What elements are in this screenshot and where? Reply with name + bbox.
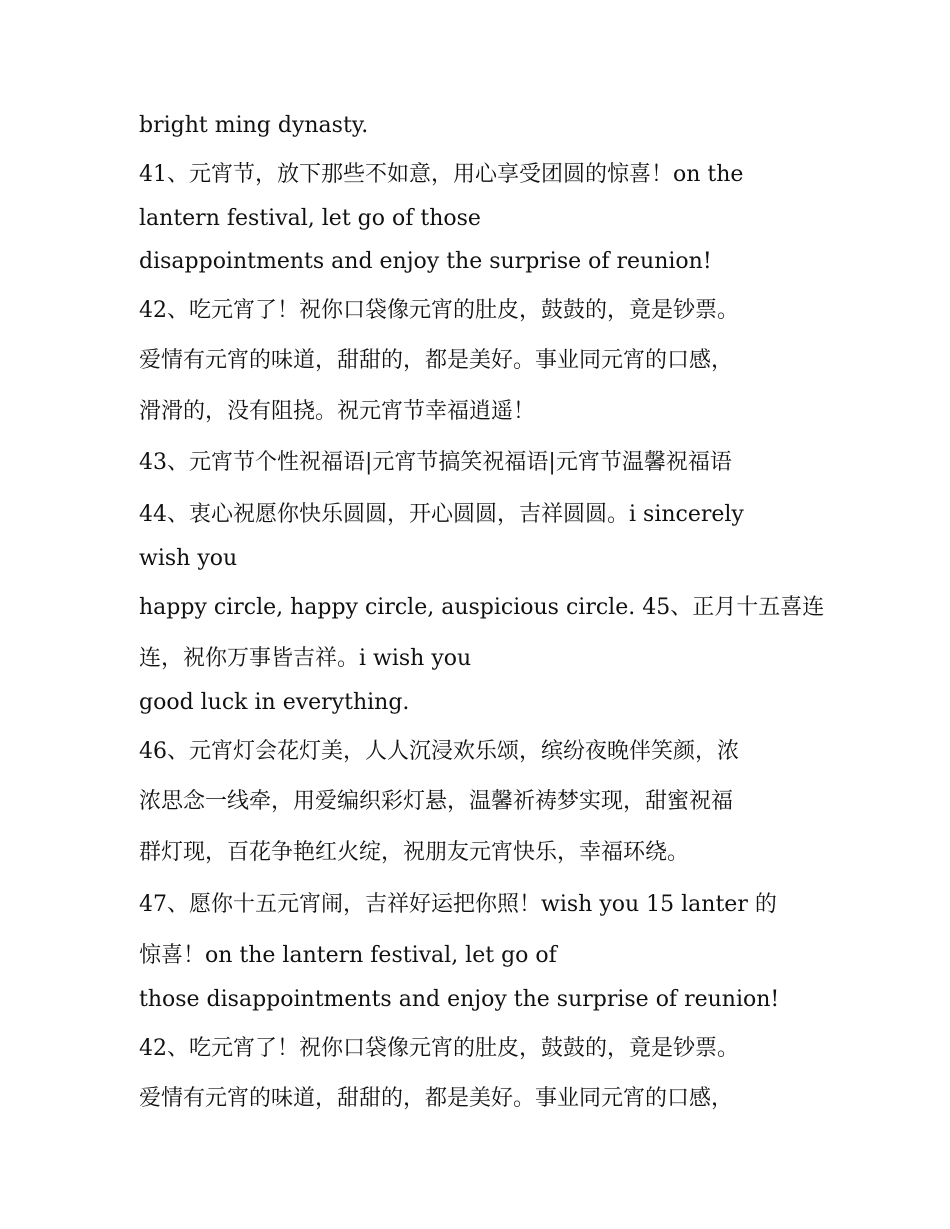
text-line: those disappointments and enjoy the surprise of reunion! — [139, 987, 780, 1012]
text-line: 浓思念一线牵，用爱编织彩灯悬，温馨祈祷梦实现，甜蜜祝福 — [139, 789, 734, 814]
text-line: disappointments and enjoy the surprise of reunion! — [139, 249, 712, 274]
text-line: happy circle, happy circle, auspicious circle. 45、正月十五喜连 — [139, 595, 825, 620]
text-line: 滑滑的，没有阻挠。祝元宵节幸福逍遥！ — [139, 399, 536, 424]
text-line: 41、元宵节，放下那些不如意，用心享受团圆的惊喜！on the — [139, 162, 744, 187]
text-line: 爱情有元宵的味道，甜甜的，都是美好。事业同元宵的口感， — [139, 1086, 734, 1111]
text-line: wish you — [139, 546, 238, 571]
text-line: 43、元宵节个性祝福语|元宵节搞笑祝福语|元宵节温馨祝福语 — [139, 450, 732, 475]
text-line: 爱情有元宵的味道，甜甜的，都是美好。事业同元宵的口感， — [139, 348, 734, 373]
text-line: lantern festival, let go of those — [139, 206, 481, 231]
text-line: 连，祝你万事皆吉祥。i wish you — [139, 646, 472, 671]
text-line: 44、衷心祝愿你快乐圆圆，开心圆圆，吉祥圆圆。i sincerely — [139, 502, 744, 527]
text-line: 群灯现，百花争艳红火绽，祝朋友元宵快乐，幸福环绕。 — [139, 840, 690, 865]
text-line: 惊喜！on the lantern festival, let go of — [139, 943, 557, 968]
text-line: 46、元宵灯会花灯美，人人沉浸欢乐颂，缤纷夜晚伴笑颜，浓 — [139, 739, 739, 764]
text-line: 42、吃元宵了！祝你口袋像元宵的肚皮，鼓鼓的，竟是钞票。 — [139, 298, 739, 323]
text-line: good luck in everything. — [139, 690, 410, 715]
text-line: 42、吃元宵了！祝你口袋像元宵的肚皮，鼓鼓的，竟是钞票。 — [139, 1036, 739, 1061]
text-line: 47、愿你十五元宵闹，吉祥好运把你照！wish you 15 lanter 的 — [139, 892, 777, 917]
text-line: bright ming dynasty. — [139, 113, 369, 138]
